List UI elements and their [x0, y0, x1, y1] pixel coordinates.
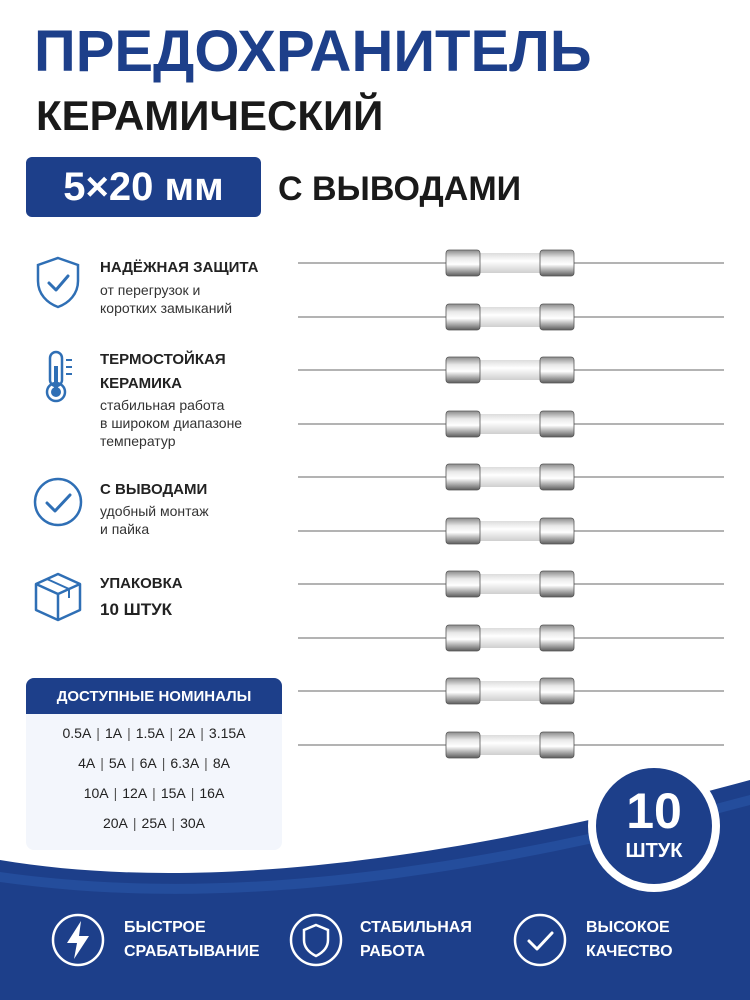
check-circle-icon: [30, 474, 86, 530]
separator: |: [96, 725, 100, 741]
count-number: 10: [626, 783, 682, 839]
product-title: ПРЕДОХРАНИТЕЛЬ: [34, 19, 592, 84]
rating-value: 1A: [104, 725, 123, 741]
feature-desc: удобный монтаж: [100, 503, 209, 519]
feature-desc: в широком диапазоне: [100, 415, 243, 431]
feature-desc: от перегрузок и: [100, 282, 201, 298]
separator: |: [127, 725, 131, 741]
separator: |: [171, 815, 176, 831]
rating-value: 25A: [141, 815, 167, 831]
fuse-image: [298, 730, 724, 760]
feature-title: НАДЁЖНАЯ ЗАЩИТА: [100, 259, 259, 276]
separator: |: [161, 755, 166, 771]
product-subtitle: КЕРАМИЧЕСКИЙ: [36, 92, 384, 139]
rating-value: 6A: [139, 755, 157, 771]
feature-title: КЕРАМИКА: [100, 375, 182, 392]
feature-title: С ВЫВОДАМИ: [100, 481, 208, 498]
check-icon: [512, 912, 568, 968]
fuse-image: [298, 676, 724, 706]
shield-icon: [288, 912, 344, 968]
separator: |: [190, 785, 195, 801]
fuse-image: [298, 248, 724, 278]
rating-value: 0.5A: [62, 725, 92, 741]
separator: |: [132, 815, 137, 831]
separator: |: [130, 755, 135, 771]
feature-desc: температур: [100, 433, 176, 449]
feature-title: УПАКОВКА: [100, 575, 183, 592]
separator: |: [204, 755, 208, 771]
benefit-label: ВЫСОКОЕ КАЧЕСТВО: [586, 919, 673, 960]
fuse-image: [298, 302, 724, 332]
rating-value: 6.3A: [170, 755, 200, 771]
count-badge: [596, 768, 712, 884]
feature-title: ТЕРМОСТОЙКАЯ: [100, 351, 226, 368]
fuse-image: [298, 569, 724, 599]
lightning-icon: [50, 912, 106, 968]
rating-value: 30A: [180, 815, 206, 831]
size-badge: 5×20 мм: [26, 157, 261, 217]
feature-desc: стабильная работа: [100, 397, 225, 413]
fuse-image: [298, 462, 724, 492]
rating-value: 3.15A: [208, 725, 246, 741]
ratings-row: [26, 718, 282, 748]
rating-value: 10A: [83, 785, 109, 801]
feature-desc: и пайка: [100, 521, 150, 537]
separator: |: [169, 725, 174, 741]
rating-value: 1.5A: [135, 725, 165, 741]
count-word: ШТУК: [625, 840, 683, 862]
fuse-image: [298, 409, 724, 439]
rating-value: 16A: [199, 785, 225, 801]
separator: |: [100, 755, 104, 771]
leads-label: С ВЫВОДАМИ: [278, 170, 522, 208]
separator: |: [152, 785, 156, 801]
rating-value: 4A: [78, 755, 96, 771]
benefit-label: СТАБИЛЬНАЯ РАБОТА: [360, 919, 472, 960]
rating-value: 8A: [212, 755, 230, 771]
box-icon: [30, 568, 86, 624]
ratings-heading: ДОСТУПНЫЕ НОМИНАЛЫ: [26, 678, 282, 714]
rating-value: 12A: [122, 785, 148, 801]
feature-desc: коротких замыканий: [100, 300, 233, 316]
rating-value: 20A: [102, 815, 128, 831]
fuse-image: [298, 355, 724, 385]
feature-title: 10 ШТУК: [100, 600, 173, 619]
rating-value: 5A: [108, 755, 126, 771]
fuse-image: [298, 516, 724, 546]
separator: |: [200, 725, 204, 741]
rating-value: 15A: [160, 785, 186, 801]
benefit-label: БЫСТРОЕ СРАБАТЫВАНИЕ: [124, 919, 260, 960]
separator: |: [113, 785, 118, 801]
rating-value: 2A: [178, 725, 196, 741]
thermometer-icon: [30, 348, 86, 404]
shield-check-icon: [30, 254, 86, 310]
fuse-image: [298, 623, 724, 653]
